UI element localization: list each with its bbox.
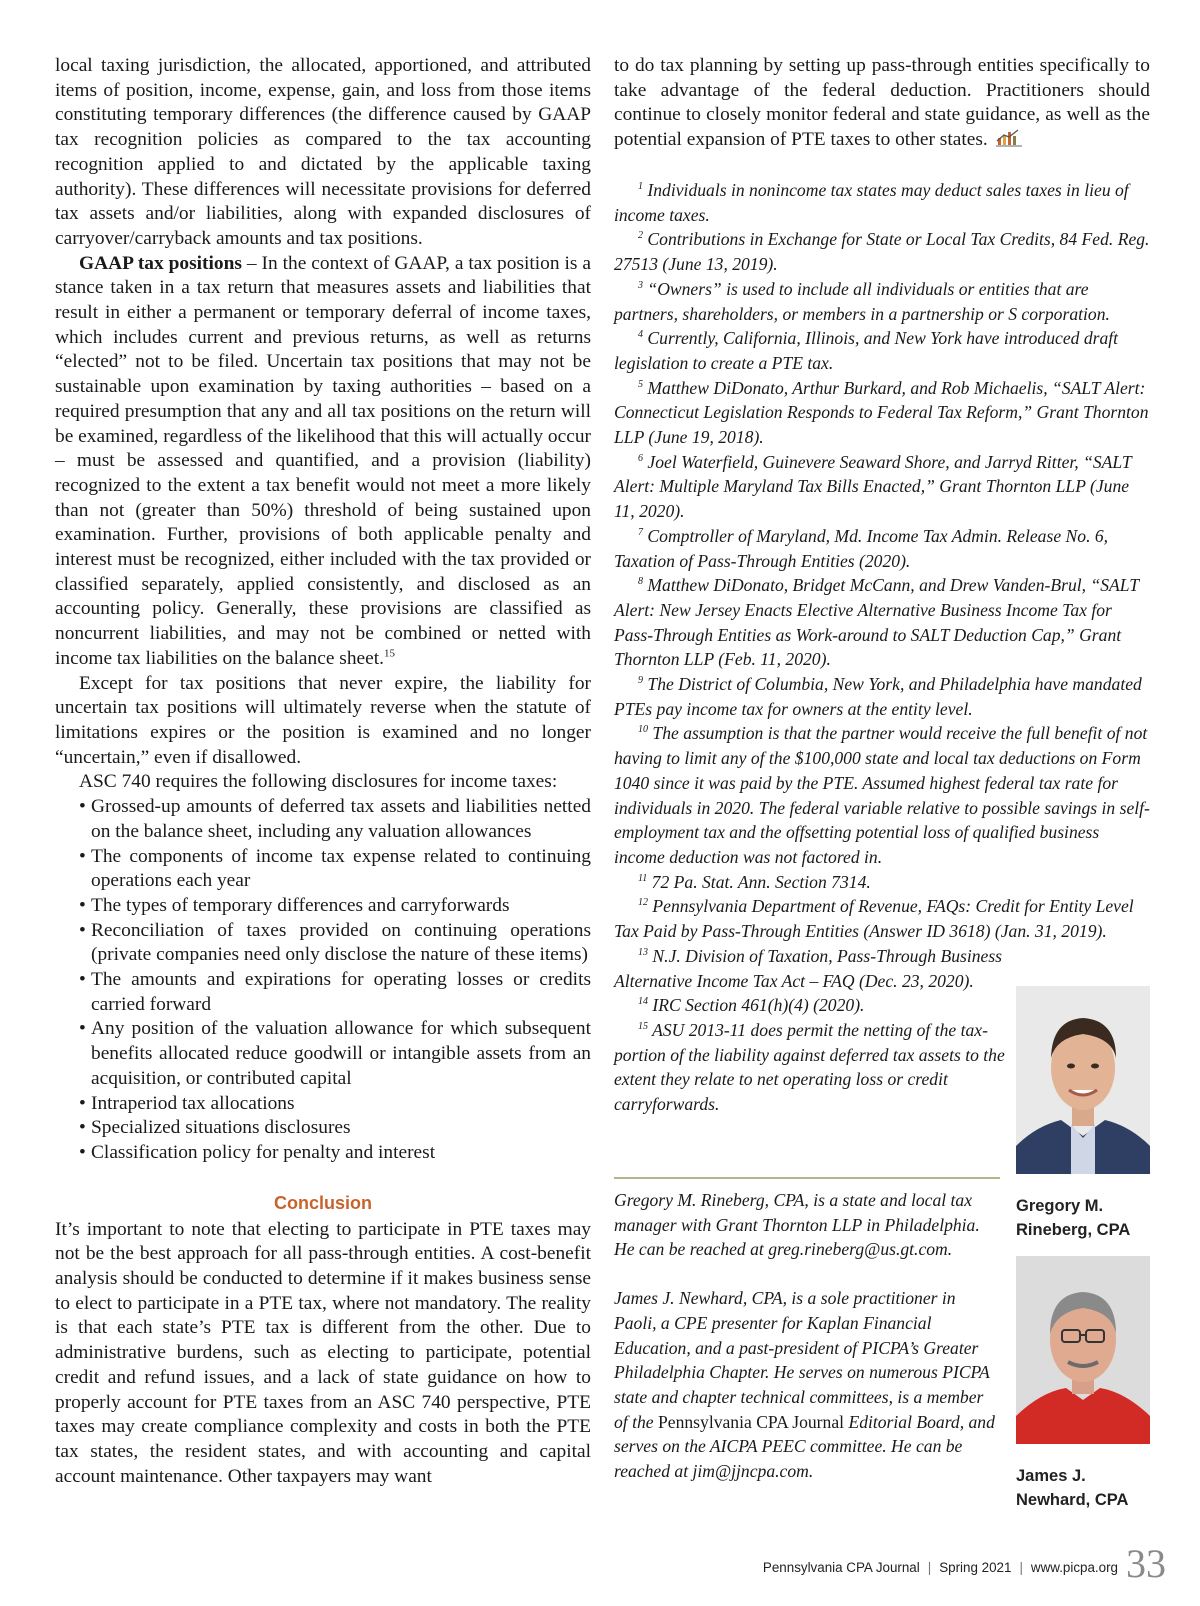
bio-text: Editorial Board, and serves on the AICPA PEEC committee. He can be reached at jim@jjncpa.com.	[614, 1411, 995, 1482]
bio-text: James J. Newhard, CPA, is a sole practitioner in Paoli, a CPE presenter for Kaplan Financial Education, and a past-president of PICPA’s Greater Philadelphia Chapter. He serves on numerous PICPA state and chapter technical committees, is a member of the	[614, 1288, 990, 1432]
footnote-text: N.J. Division of Taxation, Pass-Through Business Alternative Income Tax Act – FAQ (Dec. 23, 2020).	[614, 945, 1003, 991]
author-bio	[614, 1286, 1000, 1484]
author-caption-newhard	[1016, 1464, 1128, 1512]
footnote	[614, 573, 1150, 672]
list-item	[55, 1017, 591, 1091]
list-item-text: Classification policy for penalty and interest	[91, 1141, 436, 1163]
footnote-number: 3	[638, 279, 643, 291]
footnote-number: 7	[638, 526, 643, 538]
issue-date: Spring 2021	[939, 1560, 1012, 1575]
list-item-text: The types of temporary differences and carryforwards	[91, 894, 510, 916]
footnote-text: IRC Section 461(h)(4) (2020).	[652, 995, 865, 1016]
website-link[interactable]: www.picpa.org	[1030, 1560, 1118, 1575]
footnote-number: 8	[638, 576, 643, 588]
footnote-number: 15	[638, 1021, 648, 1033]
footnote-ref: 15	[384, 647, 395, 660]
footnote-number: 5	[638, 378, 643, 390]
footer-line	[763, 1560, 1118, 1575]
footnote-number: 12	[638, 897, 648, 909]
footnote-text: “Owners” is used to include all individuals or entities that are partners, shareholders, or members in a partnership or S corporation.	[614, 278, 1110, 324]
footnote-number: 6	[638, 452, 643, 464]
footnote-text: Individuals in nonincome tax states may deduct sales taxes in lieu of income taxes.	[614, 180, 1129, 225]
bullet-glyph: •	[79, 796, 86, 818]
author-photo-rineberg	[1016, 986, 1150, 1174]
footnote	[614, 450, 1150, 524]
paragraph	[55, 252, 591, 672]
footnote-text: ASU 2013-11 does permit the netting of the tax-portion of the liability against deferred tax assets to the extent they relate to net operating loss or credit carryforwards.	[614, 1019, 1005, 1115]
disclosure-list	[55, 795, 591, 1166]
footnote-number: 11	[638, 872, 648, 884]
run-in-heading: GAAP tax positions	[79, 252, 242, 274]
list-item-text: The components of income tax expense related to continuing operations each year	[91, 845, 591, 892]
page-number: 33	[1126, 1541, 1166, 1586]
footnote	[614, 721, 1150, 869]
footer-separator: |	[927, 1560, 932, 1575]
caption-line: Newhard, CPA	[1016, 1491, 1129, 1509]
list-item	[55, 795, 591, 844]
footnote-number: 14	[638, 996, 648, 1008]
footnote	[614, 326, 1150, 375]
footnote	[614, 672, 1150, 721]
bullet-glyph: •	[79, 969, 86, 991]
list-item-text: Intraperiod tax allocations	[91, 1092, 295, 1114]
footnote-text: Matthew DiDonato, Arthur Burkard, and Rob Michaelis, “SALT Alert: Connecticut Legislation Responds to Federal Tax Reform,” Grant Thornton LLP (June 19, 2018).	[614, 377, 1149, 448]
bullet-glyph: •	[79, 1117, 86, 1139]
bullet-glyph: •	[79, 1092, 86, 1114]
bullet-glyph: •	[79, 1018, 86, 1040]
footnote-text: Comptroller of Maryland, Md. Income Tax Admin. Release No. 6, Taxation of Pass-Through Entities (2020).	[614, 525, 1109, 571]
footnote	[614, 944, 1006, 993]
list-item-text: Any position of the valuation allowance for which subsequent benefits allocated reduce goodwill or intangible assets from an acquisition, or contributed capital	[91, 1018, 591, 1089]
list-item	[55, 1141, 591, 1166]
footnote-number: 9	[638, 675, 643, 687]
list-item	[55, 894, 591, 919]
end-of-article-chart-icon	[996, 129, 1022, 147]
footnote	[614, 870, 1150, 895]
list-item-text: The amounts and expirations for operating losses or credits carried forward	[91, 969, 591, 1015]
paragraph: local taxing jurisdiction, the allocated, apportioned, and attributed items of position, income, expense, gain, and loss from those items constituting temporary differences (the difference caused by GAAP tax recognition policies as compared to the tax accounting recognition applied to and dictated by the applicable taxing authority). These differences will necessitate provisions for deferred tax assets and/or liabilities, along with expanded disclosures of carryover/carryback amounts and tax positions.	[55, 55, 591, 249]
bullet-glyph: •	[79, 845, 86, 867]
paragraph-text: to do tax planning by setting up pass-through entities specifically to take advantage of the federal deduction. Practitioners should continue to closely monitor federal and state guidance, as well as the potential expansion of PTE taxes to other states.	[614, 55, 1150, 151]
footnote-text: Pennsylvania Department of Revenue, FAQs: Credit for Entity Level Tax Paid by Pass-Through Entities (Answer ID 3618) (Jan. 31, 2019).	[614, 896, 1134, 942]
footnote-number: 1	[638, 181, 643, 193]
footnote	[614, 178, 1150, 227]
footnotes	[614, 178, 1150, 1117]
footnote-text: Matthew DiDonato, Bridget McCann, and Drew Vanden-Brul, “SALT Alert: New Jersey Enacts Elective Alternative Business Income Tax for Pass-Through Entities as Work-around to SALT Deduction Cap,” Grant Thornton LLP (Feb. 11, 2020).	[614, 575, 1139, 670]
caption-line: Rineberg, CPA	[1016, 1221, 1131, 1239]
list-item-text: Reconciliation of taxes provided on continuing operations (private companies need only disclose the nature of these items)	[91, 919, 591, 966]
divider	[614, 1177, 1000, 1179]
paragraph-text: – In the context of GAAP, a tax position is a stance taken in a tax return that measures assets and liabilities that result in either a permanent or temporary deferral of income taxes, which includes current and previous returns, as well as returns “elected” not to be filed. Uncertain tax positions that may not be sustainable upon examination by taxing authorities – based on a required presumption that any and all tax positions on the return will be examined, regardless of the likelihood that this will actually occur – must be assessed and quantified, and a provision (liability) recognized to the extent a tax benefit would not meet a more likely than not (greater than 50%) threshold of being sustained upon examination. Further, provisions of both applicable penalty and interest must be recognized, either included with the tax provided or classified separately, applied consistently, and disclosed as an accounting policy. Generally, these provisions are classified as noncurrent liabilities, and may not be combined or netted with income tax liabilities on the balance sheet.	[55, 252, 591, 669]
footnote-number: 10	[638, 724, 648, 736]
footnote-number: 13	[638, 946, 648, 958]
footer-separator: |	[1019, 1560, 1023, 1575]
author-bios	[614, 1188, 1000, 1484]
conclusion-heading: Conclusion	[274, 1192, 372, 1213]
page-footer	[0, 1538, 1200, 1598]
left-column	[55, 54, 591, 1489]
footnote-text: The District of Columbia, New York, and Philadelphia have mandated PTEs pay income tax for owners at the entity level.	[614, 674, 1142, 719]
footnote	[614, 993, 1006, 1018]
paragraph	[614, 54, 1150, 153]
list-item	[55, 1116, 591, 1141]
footnote-text: Contributions in Exchange for State or Local Tax Credits, 84 Fed. Reg. 27513 (June 13, 2019).	[614, 229, 1150, 275]
list-item-text: Specialized situations disclosures	[91, 1117, 351, 1139]
footnote	[614, 376, 1150, 450]
footnote	[614, 1018, 1006, 1117]
bullet-glyph: •	[79, 894, 86, 916]
journal-title: Pennsylvania CPA Journal	[762, 1560, 920, 1575]
bullet-glyph: •	[79, 919, 86, 941]
bullet-glyph: •	[79, 1141, 86, 1163]
footnote-text: The assumption is that the partner would receive the full benefit of not having to limit any of the $100,000 state and local tax deductions on Form 1040 since it was paid by the PTE. Assumed highest federal tax rate for individuals in 2020. The federal variable relative to possible savings in self-employment tax and the offsetting potential loss of qualified business income deduction was not factored in.	[614, 723, 1150, 867]
list-item	[55, 919, 591, 968]
list-item-text: Grossed-up amounts of deferred tax assets and liabilities netted on the balance sheet, including any valuation allowances	[91, 796, 591, 842]
paragraph: ASC 740 requires the following disclosures for income taxes:	[79, 771, 558, 793]
footnote-number: 4	[638, 329, 643, 341]
author-photo-newhard	[1016, 1256, 1150, 1444]
list-item	[55, 1092, 591, 1117]
journal-name: Pennsylvania CPA Journal	[657, 1411, 845, 1432]
author-caption-rineberg	[1016, 1194, 1130, 1242]
paragraph: It’s important to note that electing to participate in PTE taxes may not be the best approach for all pass-through entities. A cost-benefit analysis should be conducted to determine if it makes business sense to elect to participate in a PTE tax, where not mandatory. The reality is that each state’s PTE tax is different from the other. Due to administrative burdens, such as electing to participate, potential credit and refund issues, and a lack of state guidance on how to properly account for PTE taxes from an ASC 740 perspective, PTE taxes may create compliance complexity and costs in both the PTE tax states, the resident states, and with accounting and capital account maintenance. Other taxpayers may want	[55, 1218, 591, 1487]
footnote	[614, 524, 1150, 573]
caption-line: James J.	[1016, 1467, 1086, 1485]
list-item	[55, 845, 591, 894]
author-bio: Gregory M. Rineberg, CPA, is a state and local tax manager with Grant Thornton LLP in Philadelphia. He can be reached at greg.rineberg@us.gt.com.	[614, 1190, 980, 1260]
footnote-text: 72 Pa. Stat. Ann. Section 7314.	[651, 871, 871, 892]
caption-line: Gregory M.	[1016, 1197, 1104, 1215]
footnote	[614, 227, 1150, 276]
footnote-number: 2	[638, 230, 643, 242]
right-column	[614, 54, 1150, 153]
list-item	[55, 968, 591, 1017]
footnote	[614, 277, 1150, 326]
footnote	[614, 894, 1150, 943]
paragraph: Except for tax positions that never expire, the liability for uncertain tax positions will ultimately reverse when the statute of limitations expires or the position is examined and no longer “uncertain,” even if disallowed.	[55, 672, 591, 768]
footnote-text: Joel Waterfield, Guinevere Seaward Shore, and Jarryd Ritter, “SALT Alert: Multiple Maryland Tax Bills Enacted,” Grant Thornton LLP (June 11, 2020).	[614, 451, 1132, 522]
footnote-text: Currently, California, Illinois, and New York have introduced draft legislation to create a PTE tax.	[614, 328, 1119, 373]
